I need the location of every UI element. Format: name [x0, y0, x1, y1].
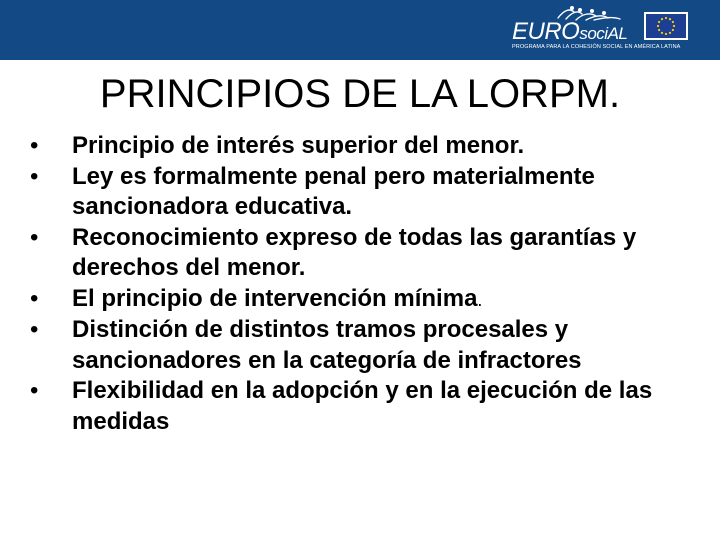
bullet-text: Reconocimiento expreso de todas las garantías y derechos del menor. [72, 223, 637, 281]
bullet-marker: • [30, 162, 39, 190]
bullet-marker: • [30, 377, 39, 404]
bullet-marker: • [30, 284, 39, 312]
logo-tagline: PROGRAMA PARA LA COHESIÓN SOCIAL EN AMÉRICA LATINA [512, 44, 681, 50]
bullet-text: Flexibilidad en la adopción y en la ejecución de las medidas [72, 377, 653, 435]
bullet-item [28, 376, 708, 437]
bullet-item [28, 223, 708, 284]
bullet-list [28, 131, 708, 437]
bullet-item [28, 162, 708, 223]
bullet-period: . [477, 289, 483, 310]
eu-flag-icon [644, 12, 688, 40]
bullet-marker: • [30, 316, 39, 343]
bullet-item [28, 131, 708, 162]
logo-brand-small: sociAL [579, 24, 628, 43]
eurosocial-logo [508, 4, 688, 56]
bullet-text: Ley es formalmente penal pero materialmente sancionadora educativa. [72, 162, 595, 220]
bullet-text: Distinción de distintos tramos procesales y sancionadores en la categoría de infractores [72, 316, 582, 374]
bullet-marker: • [30, 223, 39, 251]
logo-brand-big: EURO [512, 18, 580, 45]
bullet-text [72, 284, 708, 316]
bullet-text-main: El principio de intervención mínima [72, 284, 478, 312]
logo-wordmark [512, 18, 627, 46]
slide-title: PRINCIPIOS DE LA LORPM. [99, 72, 621, 116]
header-bar [0, 0, 720, 60]
bullet-item [28, 284, 708, 316]
bullet-item [28, 315, 708, 376]
bullet-marker: • [30, 132, 39, 159]
bullet-text: Principio de interés superior del menor. [72, 132, 525, 159]
